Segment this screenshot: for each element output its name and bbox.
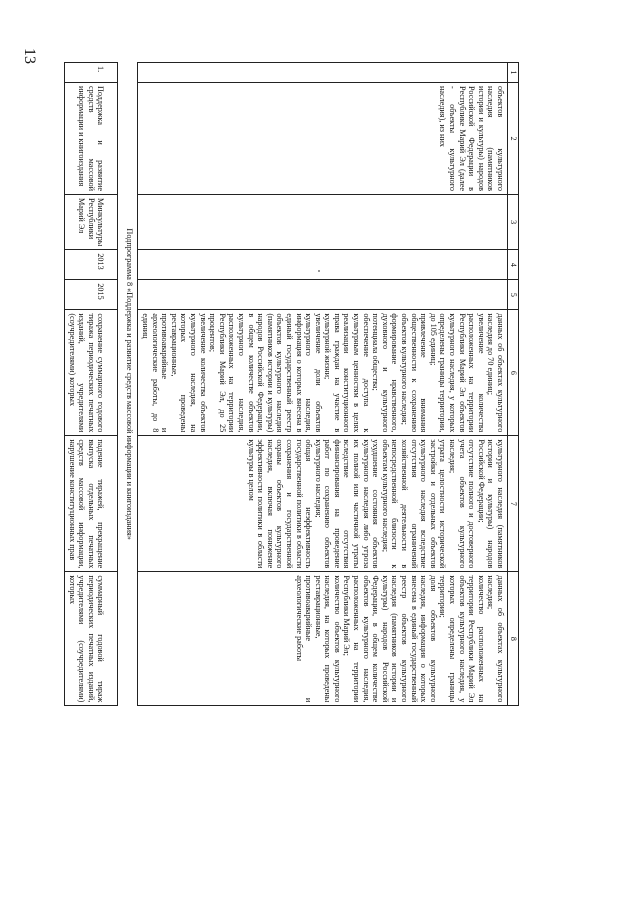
cell-number: 1. xyxy=(65,63,118,83)
header-cell: 2 xyxy=(508,83,519,195)
cell-indicator xyxy=(138,572,508,706)
header-cell: 6 xyxy=(508,310,519,436)
cell-name: Поддержка и развитие средств массовой информации и книгоиздания xyxy=(65,83,118,195)
header-cell: 4 xyxy=(508,250,519,280)
header-cell: 5 xyxy=(508,280,519,310)
cell-number xyxy=(138,63,508,83)
header-row xyxy=(508,63,519,706)
header-cell: 7 xyxy=(508,436,519,572)
cell-consequence: падение тиражей, прекращение выпуска отдельных печатных средств массовой информации, нарушение конституционных прав xyxy=(65,436,118,572)
cell-result: сохранение суммарного годового тиража периодических печатных изданий, учредителями (соучредителями) которых xyxy=(65,310,118,436)
consequence-line: культурного наследия (памятников истории и культуры) народов Российской Федерации; xyxy=(476,439,505,569)
result-line: увеличение доли объектов культурного наследия, информация о которых внесена в единый государственный реестр объектов культурного наследия (памятников истории и культуры) народов Российской Федерации, в общем количестве объектов культурного наследия, расположенных на территории Республики Марий Эл, до 25 процентов; xyxy=(208,313,323,433)
result-line: увеличение количества объектов культурного наследия, на которых проведены реставрационные, противоаварийные и археологические работы, до 8 единиц xyxy=(141,313,208,433)
header-cell: 1 xyxy=(508,63,519,83)
header-cell: 3 xyxy=(508,195,519,250)
indicator-line: количество расположенных на территории Республики Марий Эл объектов культурного наследия, у которых определены границы территории; xyxy=(438,575,486,703)
table-row xyxy=(65,63,118,706)
consequence-line: общая неэффективность государственной политики в области сохранения и государственной охраны объектов культурного наследия, включая понижение эффективности политики в области культуры в целом xyxy=(246,439,314,569)
cell-start xyxy=(138,250,508,280)
page-number: 13 xyxy=(21,48,38,64)
consequence-line: ухудшение состояния объектов культурного наследия либо угроза их полной или частичной утраты вследствие отсутствия финансирования на проведение работ по сохранению объектов культурного наследия; xyxy=(313,439,381,569)
cell-end: 2015 xyxy=(65,280,118,310)
indicator-line: данных об объектах культурного наследия; xyxy=(486,575,505,703)
subprogram-title: Подпрограмма 8 «Поддержка и развитие средств массовой информации и книгоиздания» xyxy=(118,63,138,706)
table-row xyxy=(138,63,508,706)
consequence-line: отсутствие полного и достоверного учета объектов культурного наследия; xyxy=(448,439,477,569)
result-line: обеспечение доступа к культурным ценностям в целях реализации конституционного права граждан на участие в культурной жизни; xyxy=(323,313,371,433)
result-line: формирование нравственного, духовного и культурного потенциала общества; xyxy=(371,313,400,433)
cell-indicator: суммарный годовой тираж периодических печатных изданий, учредителями (соучредителями) которых xyxy=(65,572,118,706)
indicator-line: количество объектов культурного наследия, на которых проведены реставрационные, противоаварийные и археологические работы xyxy=(294,575,342,703)
result-line: увеличение количества расположенных на территории Республики Марий Эл объектов культурного наследия, у которых определены границы территории, до 105 единиц; xyxy=(428,313,486,433)
cell-executor: Минкультуры Республики Марий Эл xyxy=(65,195,118,250)
cell-consequence xyxy=(138,436,508,572)
subprogram-row xyxy=(118,63,138,706)
result-line: привлечение внимания общественности к сохранению объектов культурного наследия; xyxy=(400,313,429,433)
indicator-line: доля объектов культурного наследия, информация о которых внесена в единый государственный реестр объектов культурного наследия (памятников истории и культуры) народов Российской Федерации, в общем количестве объектов культурного наследия, расположенных на территории Республики Марий Эл; xyxy=(342,575,438,703)
cell-result xyxy=(138,310,508,436)
cell-end xyxy=(138,280,508,310)
consequence-line: утрата целостности исторической застройки и отдельных объектов культурного наследия вследствие отсутствия ограничений хозяйственной деятельности в непосредственной близости к объектам культурного наследия; xyxy=(380,439,448,569)
cell-executor xyxy=(138,195,508,250)
header-cell: 8 xyxy=(508,572,519,706)
cell-start: 2013 xyxy=(65,250,118,280)
program-table xyxy=(64,62,519,706)
result-line: данных об объектах культурного наследия до 70 единиц; xyxy=(486,313,505,433)
cell-name: объектов культурного наследия (памятников истории и культуры) народов Российской Федерации в Республике Марий Эл (далее - объекты культурного наследия), из них xyxy=(138,83,508,195)
